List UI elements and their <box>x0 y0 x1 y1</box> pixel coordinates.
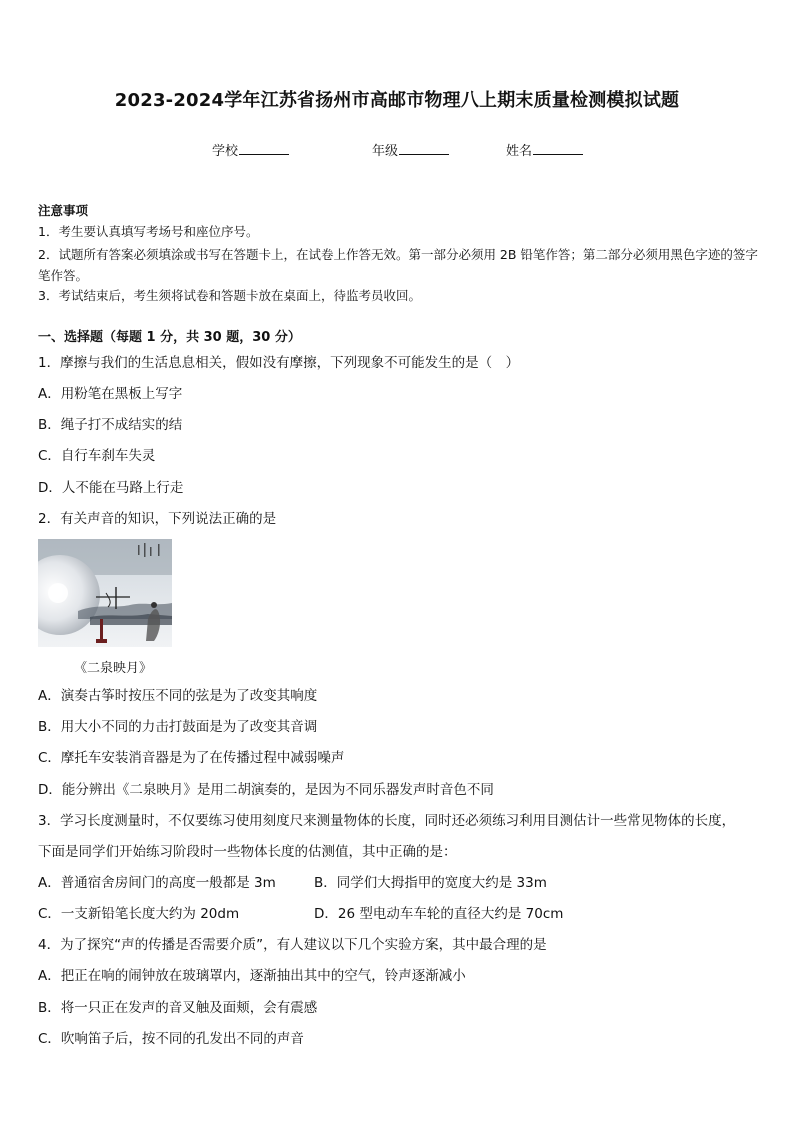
question-option: C．一支新铅笔长度大约为 20dm <box>38 906 240 922</box>
question-option: D．能分辨出《二泉映月》是用二胡演奏的，是因为不同乐器发声时音色不同 <box>38 782 494 798</box>
question-option: B．用大小不同的力击打鼓面是为了改变其音调 <box>38 719 318 735</box>
question-stem: 下面是同学们开始练习阶段时一些物体长度的估测值，其中正确的是： <box>38 844 457 860</box>
school-label: 学校 <box>212 144 239 159</box>
question-option: D．人不能在马路上行走 <box>38 480 184 496</box>
question-option: D．26 型电动车车轮的直径大约是 70cm <box>314 906 564 922</box>
question-stem: 1．摩擦与我们的生活息息相关，假如没有摩擦，下列现象不可能发生的是（ ） <box>38 355 520 371</box>
exam-title: 2023-2024学年江苏省扬州市高邮市物理八上期末质量检测模拟试题 <box>114 90 680 111</box>
section-heading: 一、选择题（每题 1 分，共 30 题，30 分） <box>38 330 301 345</box>
question-option: A．用粉笔在黑板上写字 <box>38 386 183 402</box>
question-option: B．同学们大拇指甲的宽度大约是 33m <box>314 875 547 891</box>
question-stem: 2．有关声音的知识，下列说法正确的是 <box>38 511 277 527</box>
notes-item: 2．试题所有答案必须填涂或书写在答题卡上，在试卷上作答无效。第一部分必须用 2B 铅笔作答；第二部分必须用黑色字迹的签字笔作答。 <box>38 247 758 283</box>
notes-item: 3．考试结束后，考生须将试卷和答题卡放在桌面上，待监考员收回。 <box>38 288 421 303</box>
question-option: C．摩托车安装消音器是为了在传播过程中减弱噪声 <box>38 750 345 766</box>
erquan-yingyue-illustration <box>38 539 172 647</box>
question-option: C．吹响笛子后，按不同的孔发出不同的声音 <box>38 1031 304 1047</box>
question-stem: 4．为了探究“声的传播是否需要介质”，有人建议以下几个实验方案，其中最合理的是 <box>38 937 547 953</box>
question-option: A．演奏古筝时按压不同的弦是为了改变其响度 <box>38 688 318 704</box>
question-stem: 3．学习长度测量时，不仅要练习使用刻度尺来测量物体的长度，同时还必须练习利用目测估计一些常见物体的长度， <box>38 813 736 829</box>
school-blank <box>239 142 289 155</box>
question-option: C．自行车刹车失灵 <box>38 448 156 464</box>
notes-heading: 注意事项 <box>38 203 89 218</box>
student-info-row <box>0 140 794 160</box>
question-option: B．绳子打不成结实的结 <box>38 417 183 433</box>
name-label: 姓名 <box>506 144 533 159</box>
grade-label: 年级 <box>372 144 399 159</box>
figure-caption: 《二泉映月》 <box>74 661 153 676</box>
notes-item: 1．考生要认真填写考场号和座位序号。 <box>38 224 259 239</box>
erhu-icon <box>100 619 103 641</box>
question-option: A．把正在响的闹钟放在玻璃罩内，逐渐抽出其中的空气，铃声逐渐减小 <box>38 968 466 984</box>
grade-blank <box>399 142 449 155</box>
ink-painting-image <box>38 539 172 647</box>
school-field <box>212 140 289 159</box>
name-field <box>506 140 583 159</box>
name-blank <box>533 142 583 155</box>
question-option: A．普通宿舍房间门的高度一般都是 3m <box>38 875 276 891</box>
question-option: B．将一只正在发声的音叉触及面颊，会有震感 <box>38 1000 318 1016</box>
grade-field <box>372 140 449 159</box>
